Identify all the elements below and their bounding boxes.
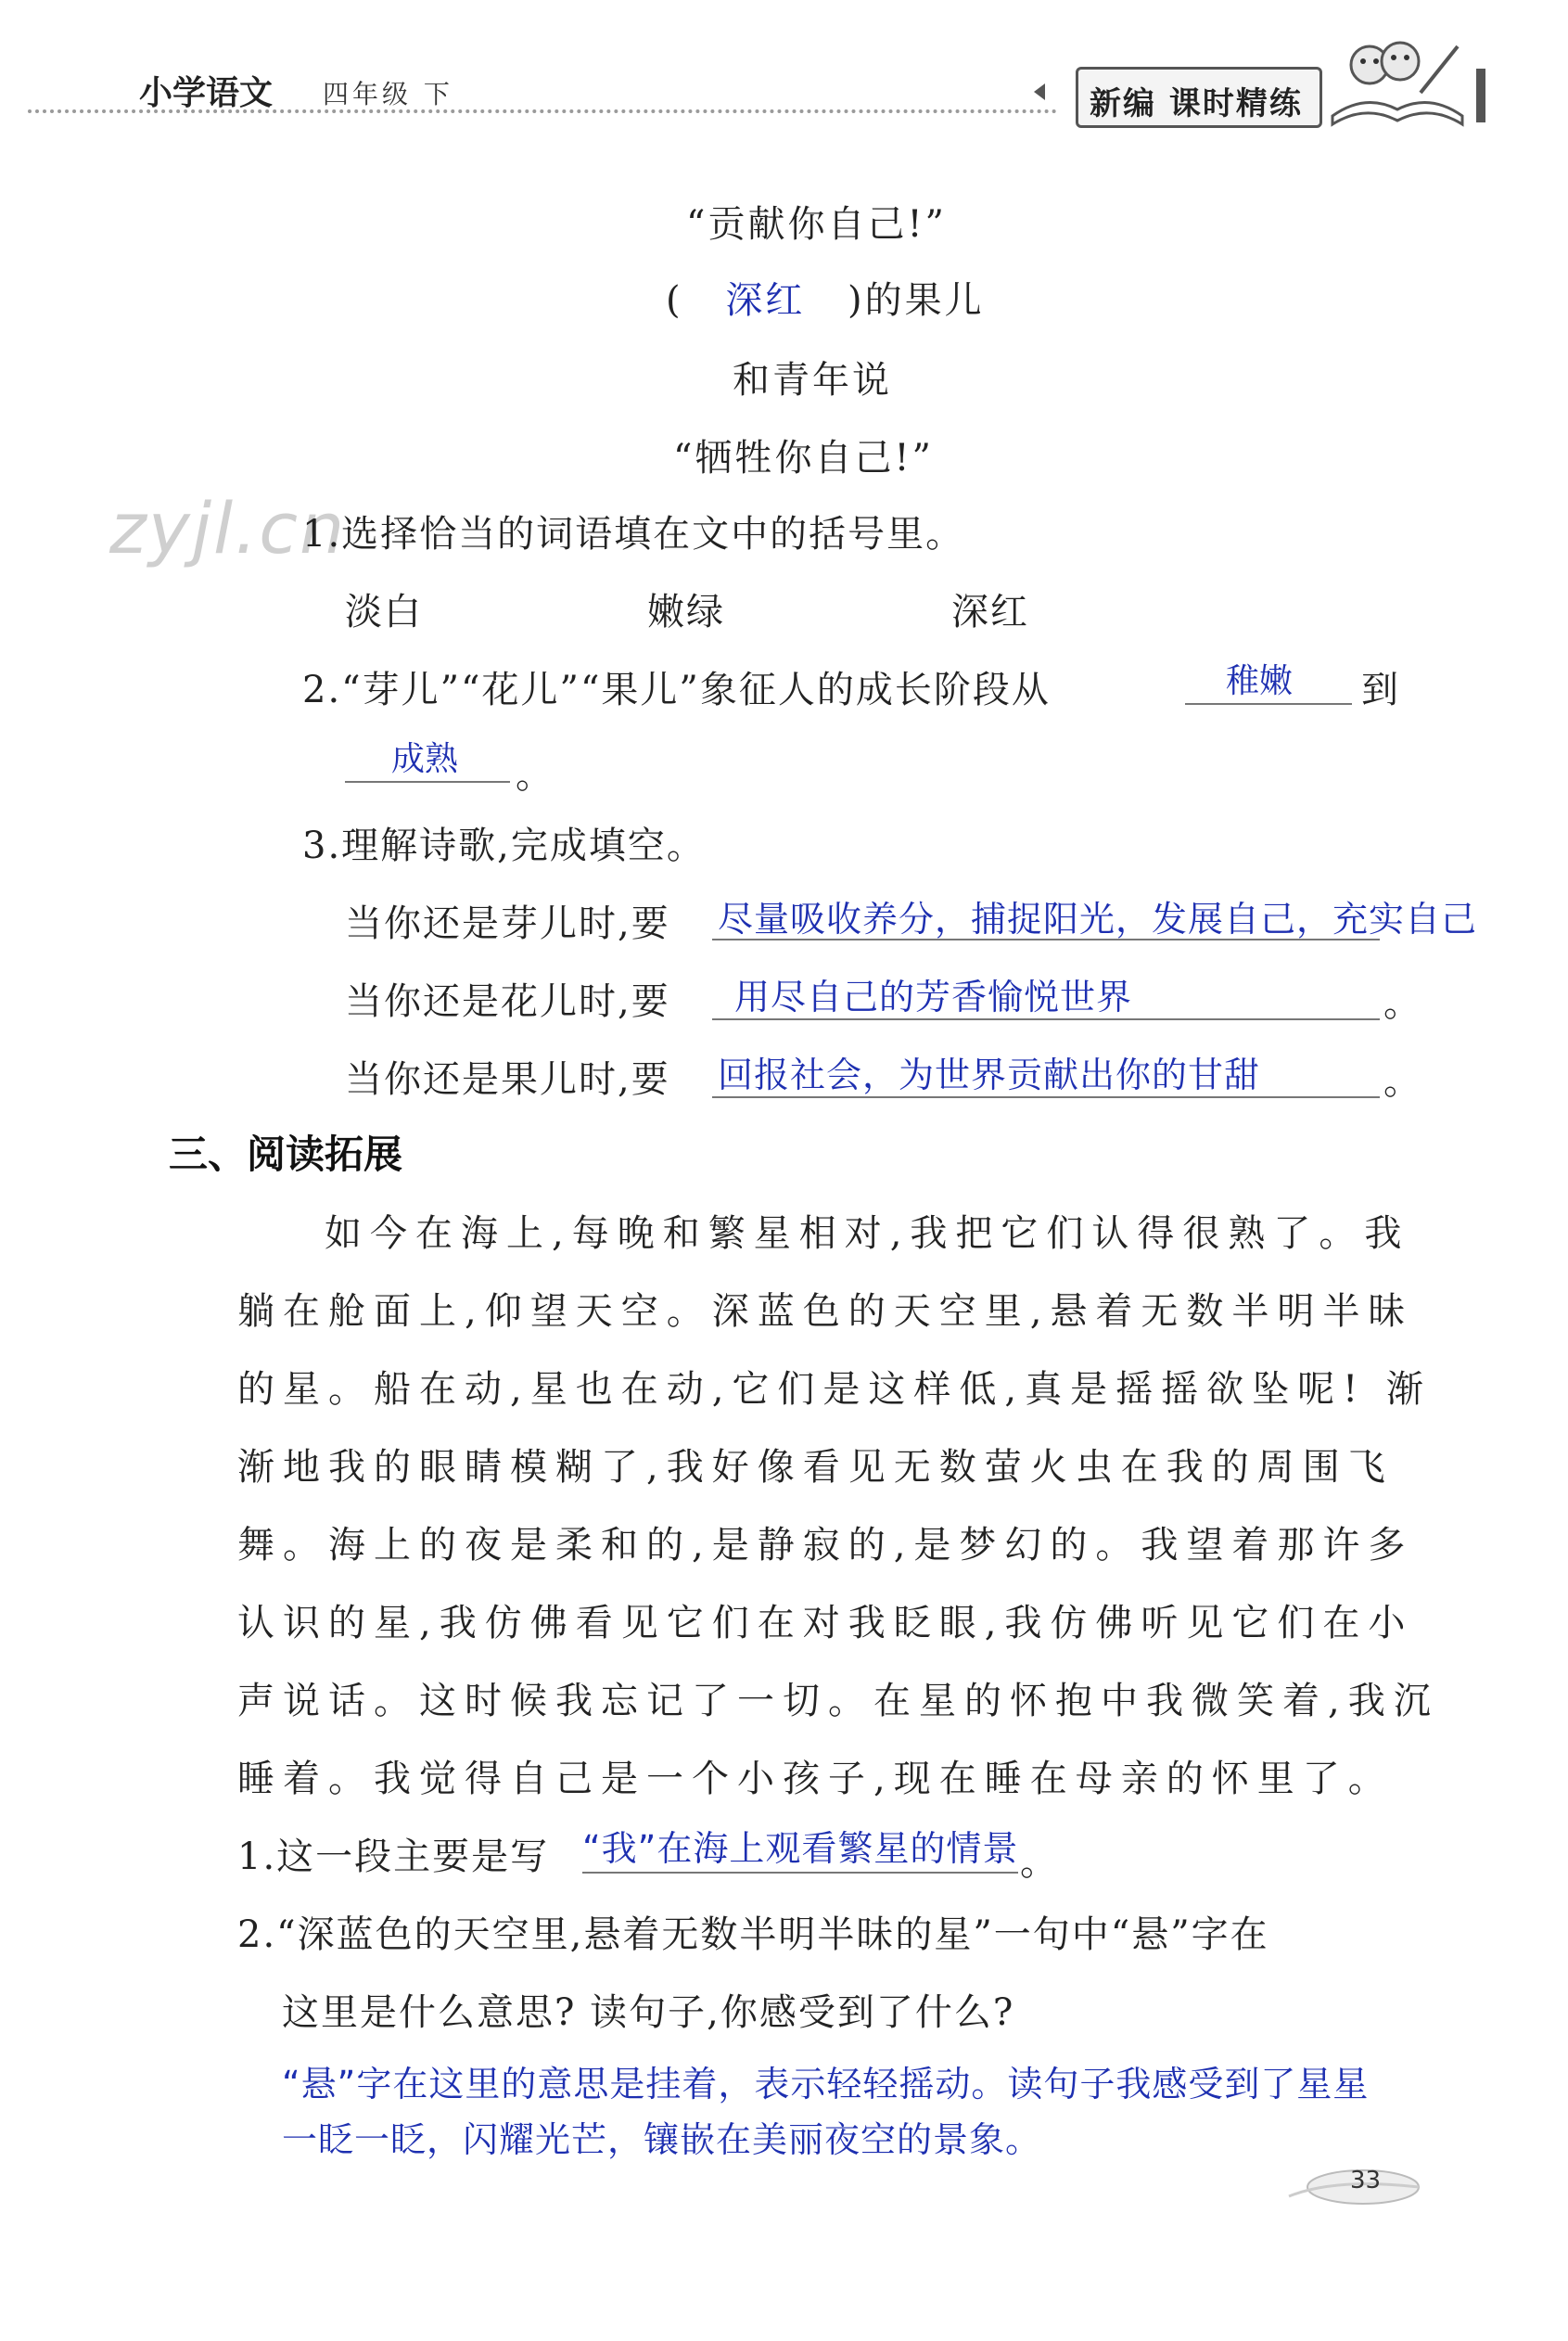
q3-row-1-prefix: 当你还是芽儿时,要 — [345, 902, 670, 945]
q3-row-2-prefix: 当你还是花儿时,要 — [345, 980, 670, 1023]
header-subject: 小学语文 — [139, 74, 274, 112]
q3-row-2-answer: 用尽自己的芳香愉悦世界 — [734, 977, 1133, 1017]
poem-line-1: “贡献你自己!” — [686, 203, 947, 246]
page-number: 33 — [1350, 2167, 1382, 2194]
q3-row-1-answer: 尽量吸收养分，捕捉阳光，发展自己，充实自己 — [718, 899, 1478, 940]
poem-line-4: “牺牲你自己!” — [673, 437, 934, 480]
section-3-title: 三、阅读拓展 — [169, 1132, 403, 1177]
q3-text: 3.理解诗歌,完成填空。 — [302, 825, 706, 867]
paragraph-line-1: 如今在海上,每晚和繁星相对,我把它们认得很熟了。我 — [325, 1212, 1410, 1255]
poem-answer: 深红 — [725, 279, 806, 322]
q2-blank-2 — [345, 781, 510, 783]
poem-open-paren: ( — [666, 279, 683, 322]
poem-line-3: 和青年说 — [733, 359, 892, 402]
s3-q2-line-1: 2.“深蓝色的天空里,悬着无数半明半昧的星”一句中“悬”字在 — [237, 1913, 1269, 1956]
paragraph-line-5: 舞。海上的夜是柔和的,是静寂的,是梦幻的。我望着那许多 — [237, 1524, 1414, 1567]
s3-q1-text: 1.这一段主要是写 — [237, 1836, 550, 1878]
header-brand: 新编 课时精练 — [1090, 85, 1303, 122]
s3-q2-line-2: 这里是什么意思? 读句子,你感受到了什么? — [282, 1991, 1015, 2034]
q1-text: 1.选择恰当的词语填在文中的括号里。 — [302, 513, 965, 556]
q3-row-2-end: 。 — [1383, 982, 1422, 1025]
paragraph-line-3: 的星。船在动,星也在动,它们是这样低,真是摇摇欲坠呢! 渐 — [237, 1368, 1432, 1411]
q1-option-3: 深红 — [951, 591, 1029, 633]
paragraph-line-4: 渐地我的眼睛模糊了,我好像看见无数萤火虫在我的周围飞 — [237, 1446, 1394, 1489]
poem-close-paren: )的果儿 — [848, 279, 985, 322]
s3-q1-answer: “我”在海上观看繁星的情景 — [582, 1828, 1019, 1869]
header-triangle-icon — [1034, 83, 1045, 100]
s3-q2-answer-line-1: “悬”字在这里的意思是挂着，表示轻轻摇动。读句子我感受到了星星 — [282, 2064, 1370, 2104]
book-mascot-icon — [1328, 28, 1467, 130]
poem-line-2 — [666, 271, 985, 324]
paragraph-line-6: 认识的星,我仿佛看见它们在对我眨眼,我仿佛听见它们在小 — [237, 1602, 1414, 1644]
header-divider — [28, 109, 1057, 113]
q3-row-3-answer: 回报社会，为世界贡献出你的甘甜 — [718, 1055, 1261, 1095]
q1-option-2: 嫩绿 — [647, 591, 725, 633]
q2-answer-2: 成熟 — [391, 740, 459, 778]
header-grade: 四年级 下 — [323, 79, 453, 109]
s3-q1-blank — [582, 1872, 1018, 1874]
paragraph-line-8: 睡着。我觉得自己是一个小孩子,现在睡在母亲的怀里了。 — [237, 1758, 1394, 1800]
s3-q2-answer-line-2: 一眨一眨，闪耀光芒，镶嵌在美丽夜空的景象。 — [282, 2119, 1042, 2160]
q3-row-3-prefix: 当你还是果儿时,要 — [345, 1058, 670, 1101]
paragraph-line-2: 躺在舱面上,仰望天空。深蓝色的天空里,悬着无数半明半昧 — [237, 1290, 1414, 1333]
q2-mid: 到 — [1361, 669, 1400, 711]
s3-q1-end: 。 — [1020, 1841, 1059, 1884]
header-bar — [1476, 69, 1485, 122]
q2-text: 2.“芽儿”“花儿”“果儿”象征人的成长阶段从 — [302, 669, 1051, 711]
q1-option-1: 淡白 — [345, 591, 423, 633]
q2-answer-1: 稚嫩 — [1226, 662, 1294, 700]
watermark: zyjl.cn — [109, 487, 347, 569]
q2-end: 。 — [516, 754, 555, 797]
q3-row-3-end: 。 — [1383, 1060, 1422, 1103]
q2-blank-1 — [1185, 703, 1352, 705]
paragraph-line-7: 声说话。这时候我忘记了一切。在星的怀抱中我微笑着,我沉 — [237, 1680, 1439, 1722]
